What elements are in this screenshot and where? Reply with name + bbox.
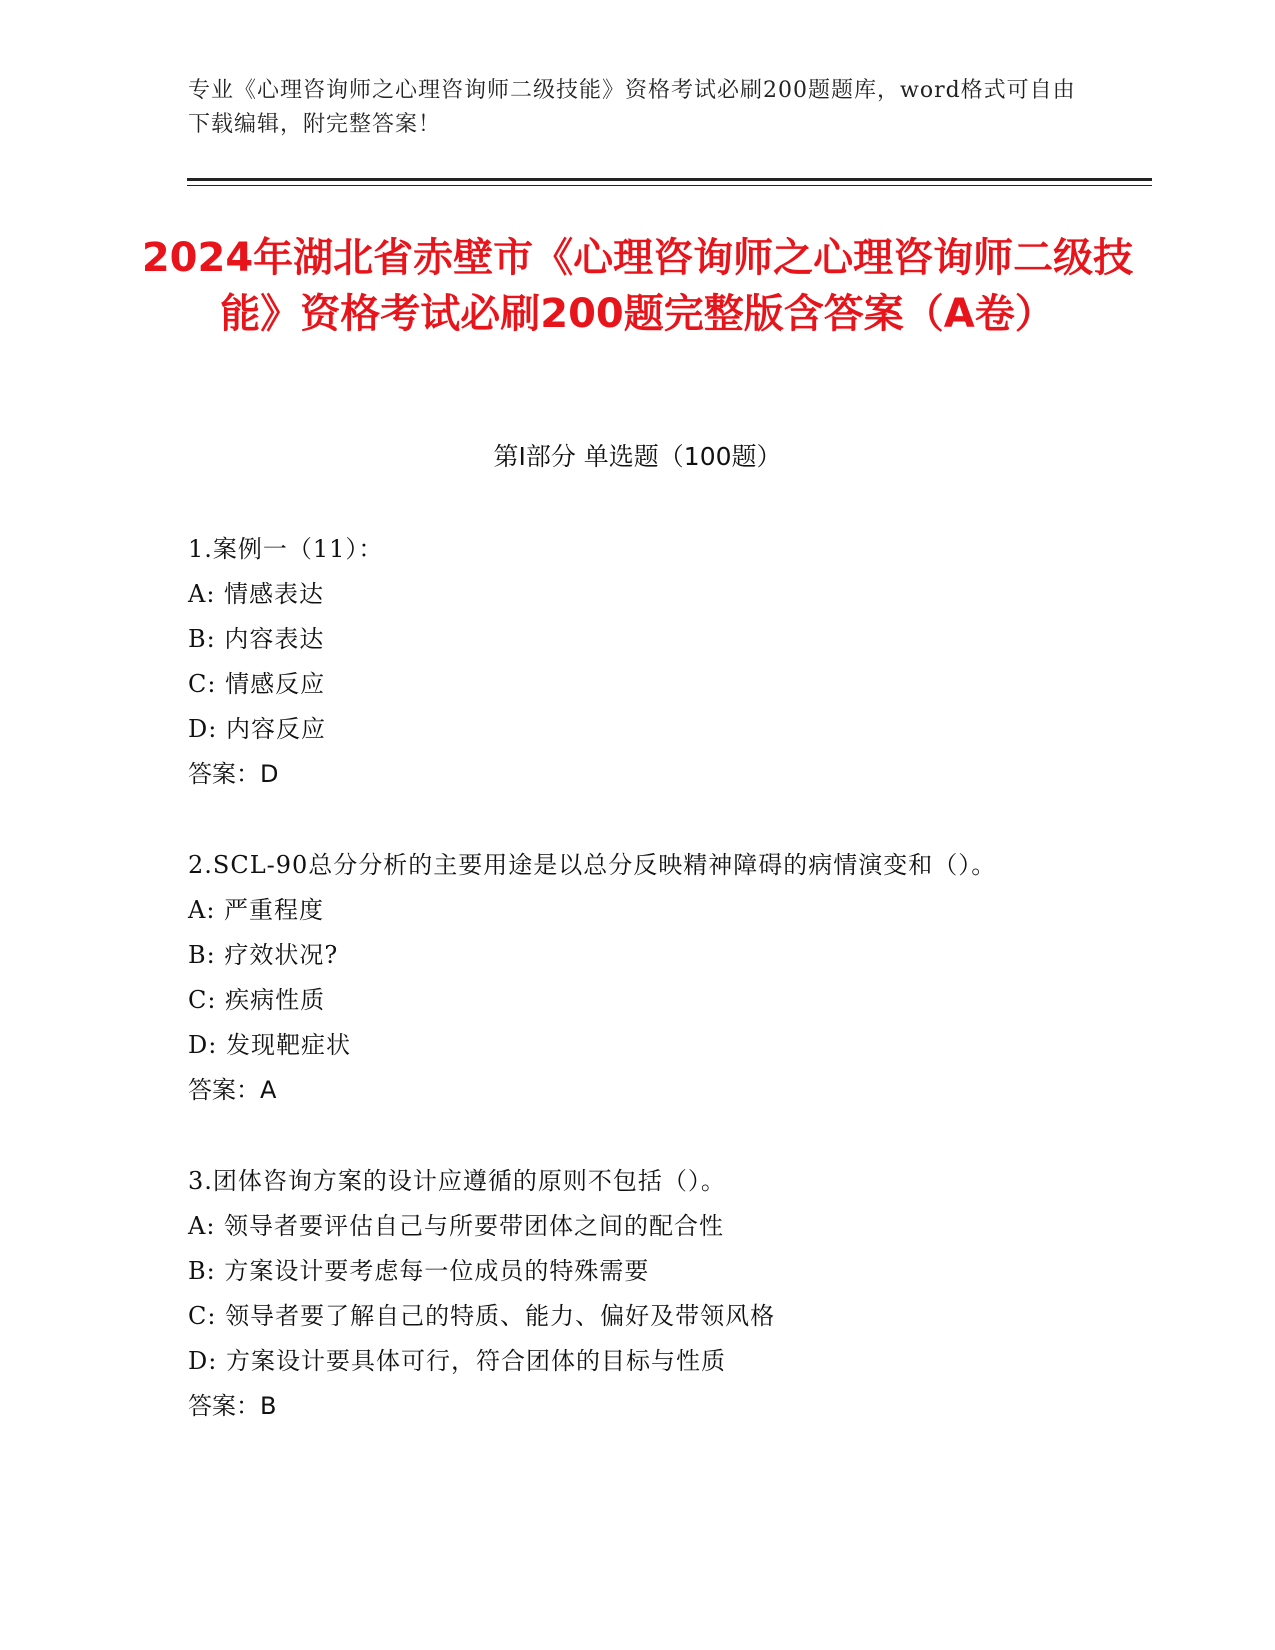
header-rule-thin xyxy=(187,185,1152,186)
option-a: A: 领导者要评估自己与所要带团体之间的配合性 xyxy=(188,1212,725,1240)
option-d: D: 方案设计要具体可行，符合团体的目标与性质 xyxy=(188,1347,726,1375)
option-a: A: 情感表达 xyxy=(188,580,325,608)
option-d: D: 发现靶症状 xyxy=(188,1031,351,1059)
option-b: B: 方案设计要考虑每一位成员的特殊需要 xyxy=(188,1257,650,1285)
document-title: 2024年湖北省赤壁市《心理咨询师之心理咨询师二级技能》资格考试必刷200题完整版含答案（A卷） xyxy=(141,235,1134,337)
answer: 答案：A xyxy=(188,1076,277,1104)
question-1 xyxy=(188,527,1088,797)
option-b: B: 疗效状况? xyxy=(188,941,339,969)
question-stem: 3.团体咨询方案的设计应遵循的原则不包括（）。 xyxy=(188,1167,726,1195)
question-stem: 1.案例一（11）： xyxy=(188,535,384,563)
section-heading: 第I部分 单选题（100题） xyxy=(493,442,782,471)
option-b: B: 内容表达 xyxy=(188,625,325,653)
header-rule-thick xyxy=(187,178,1152,181)
answer: 答案：D xyxy=(188,760,279,788)
option-d: D: 内容反应 xyxy=(188,715,326,743)
option-a: A: 严重程度 xyxy=(188,896,325,924)
question-list xyxy=(188,527,1088,1475)
question-2 xyxy=(188,843,1088,1113)
option-c: C: 情感反应 xyxy=(188,670,326,698)
header-note: 专业《心理咨询师之心理咨询师二级技能》资格考试必刷200题题库，word格式可自由下载编辑，附完整答案！ xyxy=(188,78,1076,137)
answer: 答案：B xyxy=(188,1392,277,1420)
option-c: C: 领导者要了解自己的特质、能力、偏好及带领风格 xyxy=(188,1302,776,1330)
question-3 xyxy=(188,1159,1088,1429)
option-c: C: 疾病性质 xyxy=(188,986,326,1014)
question-stem: 2.SCL-90总分分析的主要用途是以总分反映精神障碍的病情演变和（）。 xyxy=(188,851,997,879)
